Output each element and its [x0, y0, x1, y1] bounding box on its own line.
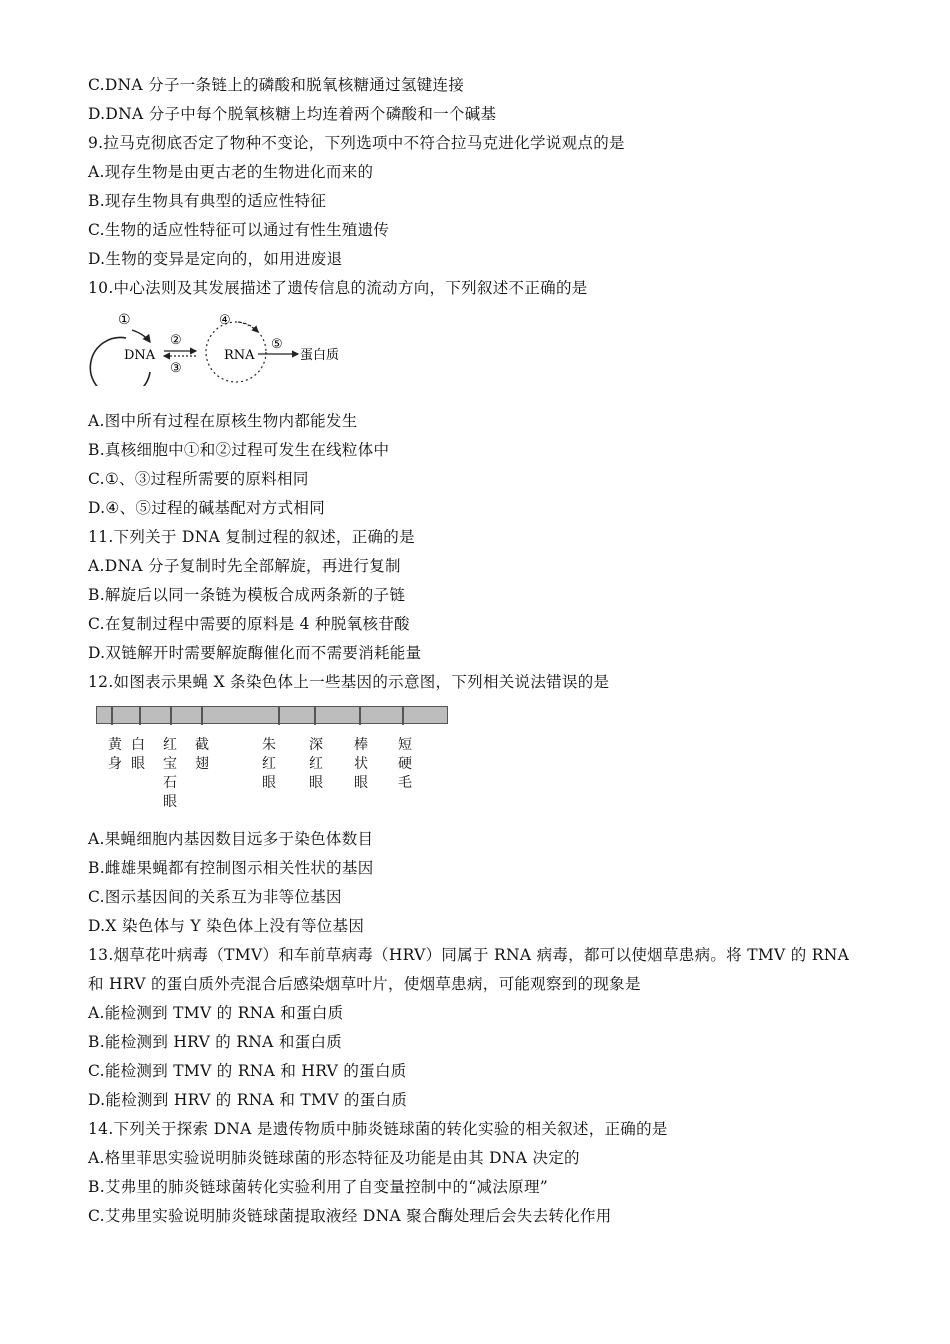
label-n4: ④: [219, 313, 231, 328]
central-dogma-diagram: [88, 308, 358, 386]
gene-label: 棒状眼: [354, 737, 368, 791]
chromosome-bar: [96, 706, 448, 724]
question-13-line1: 13.烟草花叶病毒（TMV）和车前草病毒（HRV）同属于 RNA 病毒，都可以使烟草患病。将 TMV 的 RNA: [88, 946, 850, 964]
option-12a: A.果蝇细胞内基因数目远多于染色体数目: [88, 830, 374, 848]
option-13a: A.能检测到 TMV 的 RNA 和蛋白质: [88, 1004, 344, 1022]
option-11d: D.双链解开时需要解旋酶催化而不需要消耗能量: [88, 644, 422, 662]
gene-label: 截翅: [195, 737, 209, 772]
option-11a: A.DNA 分子复制时先全部解旋，再进行复制: [88, 557, 401, 575]
gene-label: 红宝石眼: [163, 737, 177, 810]
gene-label: 深红眼: [309, 737, 323, 791]
option-13b: B.能检测到 HRV 的 RNA 和蛋白质: [88, 1033, 343, 1051]
question-9: 9.拉马克彻底否定了物种不变论，下列选项中不符合拉马克进化学说观点的是: [88, 134, 625, 152]
question-11: 11.下列关于 DNA 复制过程的叙述，正确的是: [88, 528, 415, 546]
replication-arrow: [132, 330, 150, 342]
question-12: 12.如图表示果蝇 X 条染色体上一些基因的示意图，下列相关说法错误的是: [88, 673, 610, 691]
question-13-line2: 和 HRV 的蛋白质外壳混合后感染烟草叶片，使烟草患病，可能观察到的现象是: [88, 975, 641, 993]
question-10: 10.中心法则及其发展描述了遗传信息的流动方向，下列叙述不正确的是: [88, 279, 588, 297]
option-14a: A.格里菲思实验说明肺炎链球菌的形态特征及功能是由其 DNA 决定的: [88, 1149, 580, 1167]
gene-label: 短硬毛: [398, 737, 412, 791]
label-n3: ③: [170, 361, 182, 376]
option-14c: C.艾弗里实验说明肺炎链球菌提取液经 DNA 聚合酶处理后会失去转化作用: [88, 1207, 612, 1225]
option-10a: A.图中所有过程在原核生物内都能发生: [88, 412, 358, 430]
gene-label: 白眼: [131, 737, 145, 772]
x-chromosome-diagram: [96, 706, 448, 810]
option-13c: C.能检测到 TMV 的 RNA 和 HRV 的蛋白质: [88, 1062, 407, 1080]
option-10c: C.①、③过程所需要的原料相同: [88, 470, 309, 488]
option-14b: B.艾弗里的肺炎链球菌转化实验利用了自变量控制中的“减法原理”: [88, 1178, 548, 1196]
option-12d: D.X 染色体与 Y 染色体上没有等位基因: [88, 917, 365, 935]
gene-label: 黄身: [108, 737, 122, 772]
option-9b: B.现存生物具有典型的适应性特征: [88, 192, 327, 210]
label-dna: DNA: [124, 348, 156, 363]
option-9d: D.生物的变异是定向的，如用进废退: [88, 250, 343, 268]
option-8d: D.DNA 分子中每个脱氧核糖上均连着两个磷酸和一个碱基: [88, 105, 497, 123]
option-9c: C.生物的适应性特征可以通过有性生殖遗传: [88, 221, 390, 239]
question-14: 14.下列关于探索 DNA 是遗传物质中肺炎链球菌的转化实验的相关叙述，正确的是: [88, 1120, 668, 1138]
option-11c: C.在复制过程中需要的原料是 4 种脱氧核苷酸: [88, 615, 410, 633]
label-n1: ①: [118, 312, 131, 328]
label-protein: 蛋白质: [300, 348, 340, 363]
option-10b: B.真核细胞中①和②过程可发生在线粒体中: [88, 441, 390, 459]
option-8c: C.DNA 分子一条链上的磷酸和脱氧核糖通过氢键连接: [88, 76, 465, 94]
gene-label: 朱红眼: [262, 737, 276, 791]
option-10d: D.④、⑤过程的碱基配对方式相同: [88, 499, 325, 517]
label-rna: RNA: [224, 348, 255, 363]
option-9a: A.现存生物是由更古老的生物进化而来的: [88, 163, 374, 181]
label-n2: ②: [170, 333, 182, 348]
option-13d: D.能检测到 HRV 的 RNA 和 TMV 的蛋白质: [88, 1091, 408, 1109]
option-11b: B.解旋后以同一条链为模板合成两条新的子链: [88, 586, 406, 604]
label-n5: ⑤: [271, 337, 283, 352]
option-12c: C.图示基因间的关系互为非等位基因: [88, 888, 342, 906]
option-12b: B.雌雄果蝇都有控制图示相关性状的基因: [88, 859, 374, 877]
